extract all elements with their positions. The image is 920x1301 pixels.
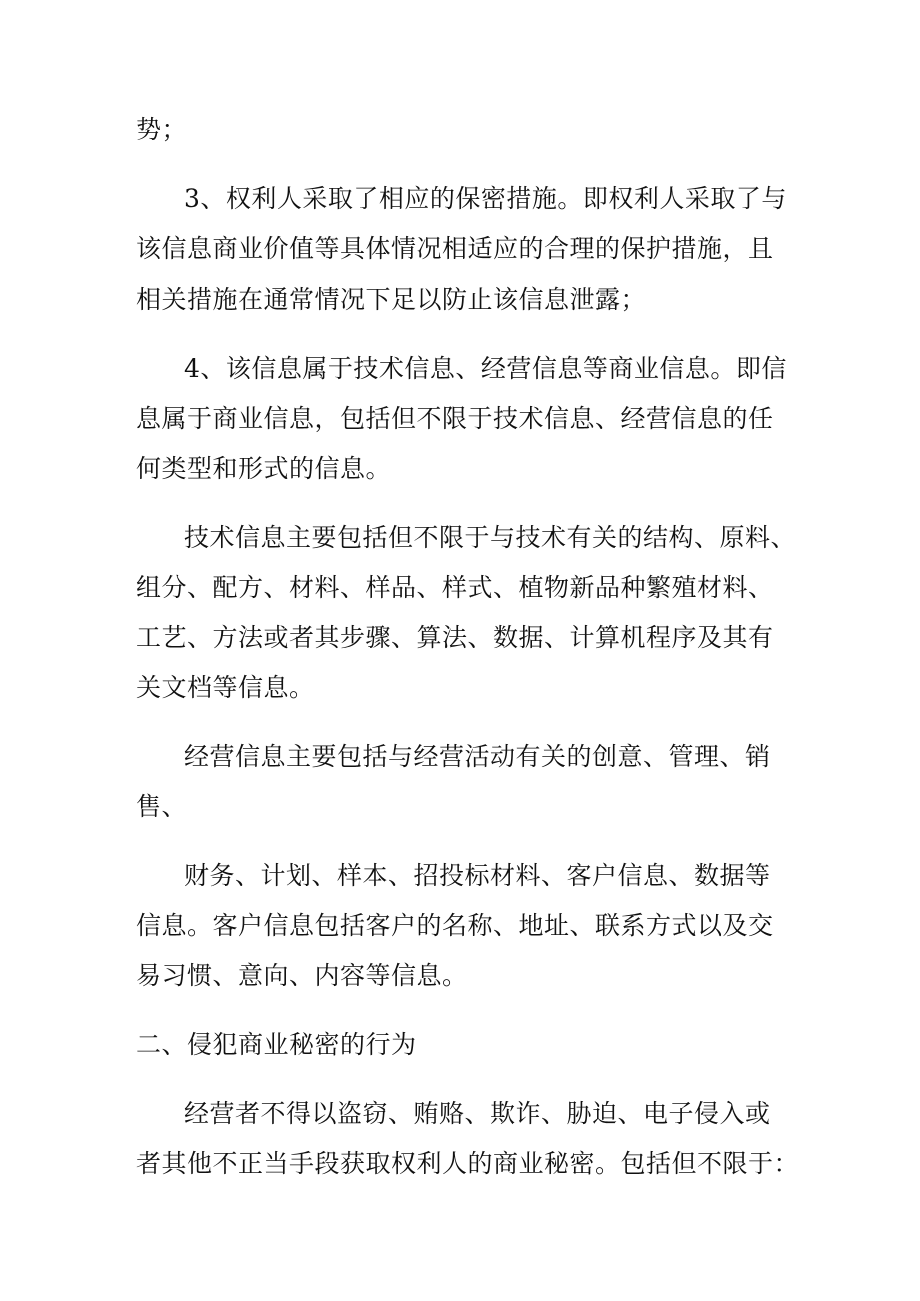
paragraph-line: 3、权利人采取了相应的保密措施。即权利人采取了与 bbox=[184, 184, 787, 213]
paragraph-line: 何类型和形式的信息。 bbox=[136, 454, 392, 483]
paragraph-line: 势； bbox=[136, 115, 188, 144]
paragraph-line: 关文档等信息。 bbox=[136, 673, 315, 702]
paragraph-line: 者其他不正当手段获取权利人的商业秘密。包括但不限于： bbox=[136, 1149, 800, 1178]
paragraph-line: 组分、配方、材料、样品、样式、植物新品种繁殖材料、 bbox=[136, 573, 774, 602]
paragraph-line: 该信息商业价值等具体情况相适应的合理的保护措施，且 bbox=[136, 234, 774, 263]
paragraph-line: 售、 bbox=[136, 792, 188, 821]
paragraph-line: 息属于商业信息，包括但不限于技术信息、经营信息的任 bbox=[136, 404, 774, 433]
paragraph-line: 易习惯、意向、内容等信息。 bbox=[136, 961, 468, 990]
paragraph-line: 财务、计划、样本、招投标材料、客户信息、数据等 bbox=[184, 861, 771, 890]
paragraph-line: 4、该信息属于技术信息、经营信息等商业信息。即信 bbox=[184, 354, 787, 383]
section-heading: 二、侵犯商业秘密的行为 bbox=[136, 1030, 417, 1059]
paragraph-line: 工艺、方法或者其步骤、算法、数据、计算机程序及其有 bbox=[136, 623, 774, 652]
paragraph-line: 相关措施在通常情况下足以防止该信息泄露； bbox=[136, 285, 647, 314]
paragraph-line: 技术信息主要包括但不限于与技术有关的结构、原料、 bbox=[184, 523, 797, 552]
paragraph-line: 信息。客户信息包括客户的名称、地址、联系方式以及交 bbox=[136, 911, 774, 940]
paragraph-line: 经营信息主要包括与经营活动有关的创意、管理、销 bbox=[184, 742, 771, 771]
paragraph-line: 经营者不得以盗窃、贿赂、欺诈、胁迫、电子侵入或 bbox=[184, 1099, 771, 1128]
